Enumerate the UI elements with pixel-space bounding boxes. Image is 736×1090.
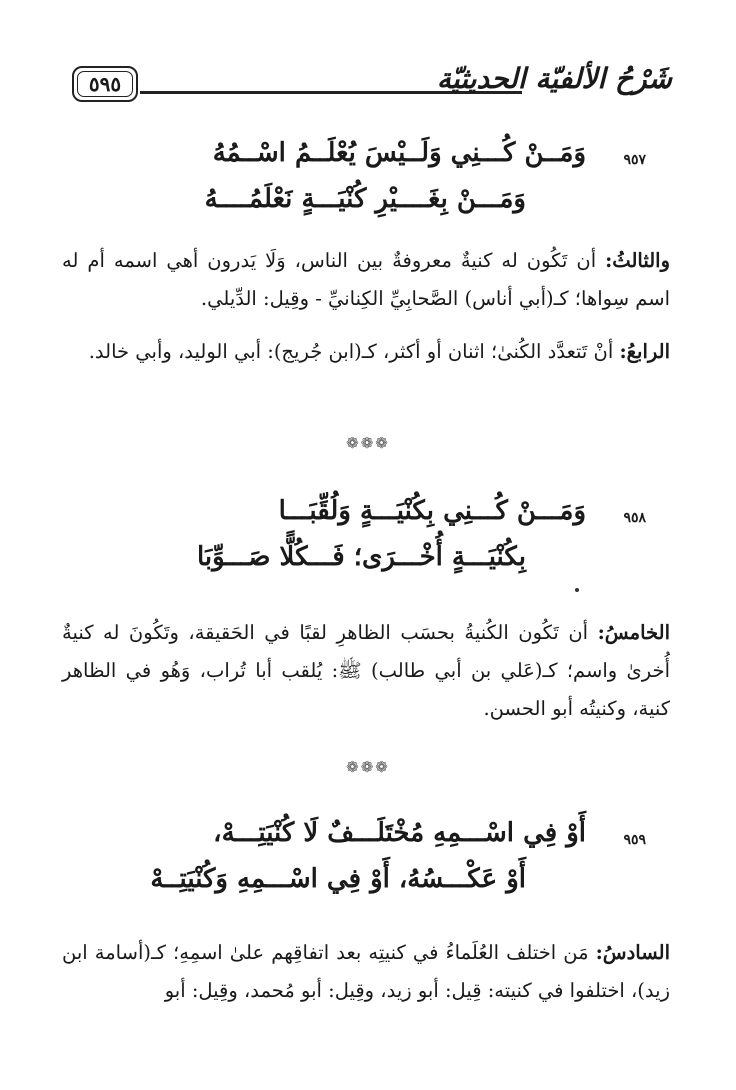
verse-958: [126, 496, 646, 586]
paragraph-text: مَن اختلف العُلَماءُ في كنيتِه بعد اتفاقِهم علىٰ اسمِهِ؛ كـ(أسامة ابن زيد)، اختلفوا في كنيته: قِيل: أبو زيد، وقِيل: أبو مُحمد، وقِيل: أبو: [62, 941, 670, 1002]
verse-first-hemistich: وَمَـــنْ كُـــنِي بِكُنْيَـــةٍ وَلُقِّبَـــا: [278, 496, 586, 526]
page-header: [72, 62, 672, 108]
verse-number: ٩٥٧: [623, 152, 646, 168]
paragraph-term: السادسُ:: [595, 941, 670, 964]
verse-number: ٩٥٨: [623, 510, 646, 526]
verse-second-hemistich: بِكُنْيَـــةٍ أُخْـــرَى؛ فَـــكُلًّا صَـــوِّبَا: [196, 542, 526, 572]
paragraph-text: أنْ تَتعدَّد الكُنىٰ؛ اثنان أو أكثر، كـ(ابن جُريج): أبي الوليد، وأبي خالد.: [88, 340, 620, 363]
verse-number: ٩٥٩: [623, 832, 646, 848]
paragraph-fourth: [62, 333, 670, 371]
verse-first-hemistich: وَمَــنْ كُـــنِي وَلَــيْسَ يُعْلَــمُ اسْــمُهُ: [212, 138, 586, 168]
verse-first-hemistich: أَوْ فِي اسْـــمِهِ مُخْتَلَـــفٌ لَا كُنْيَتِـــهْ،: [213, 818, 586, 848]
page-number-badge: [72, 66, 138, 102]
paragraph-fifth: [62, 614, 670, 728]
paragraph-text: أن تَكُون له كنيةٌ معروفةٌ بين الناس، وَلَا يَدرون أهي اسمه أم له اسم سِواها؛ كـ(أبي أناس) الصَّحابِيِّ الكِنانيِّ - وقِيل: الدِّيلي.: [62, 249, 670, 310]
verse-second-hemistich: أَوْ عَكْـــسُهُ، أَوْ فِي اسْـــمِهِ وَكُنْيَتِــهْ: [150, 864, 526, 894]
paragraph-third: [62, 242, 670, 318]
verse-second-hemistich: وَمَـــنْ بِغَــــيْرِ كُنْيَـــةٍ نَعْلَمُــــهُ: [204, 184, 526, 214]
running-title: شَرْحُ الألفيّة الحديثيّة: [436, 62, 672, 95]
paragraph-term: الرابعُ:: [619, 340, 670, 363]
page-number: ٥٩٥: [88, 72, 122, 96]
stray-dot: [575, 588, 579, 592]
verse-959: [126, 818, 646, 908]
paragraph-term: والثالثُ:: [605, 249, 670, 272]
section-ornament: ❁❁❁: [346, 434, 390, 452]
verse-957: [126, 138, 646, 228]
paragraph-text: أن تَكُون الكُنيةُ بحسَب الظاهرِ لقبًا في الحَقيقة، وتَكُونَ له كنيةٌ أُخرىٰ واسم؛ كـ(عَلي بن أبي طالب) ﷺ: يُلقب أبا تُراب، وَهُو في الظاهر كنية، وكنيتُه أبو الحسن.: [62, 621, 670, 720]
section-ornament: ❁❁❁: [346, 758, 390, 776]
paragraph-sixth: [62, 934, 670, 1010]
paragraph-term: الخامسُ:: [597, 621, 670, 644]
